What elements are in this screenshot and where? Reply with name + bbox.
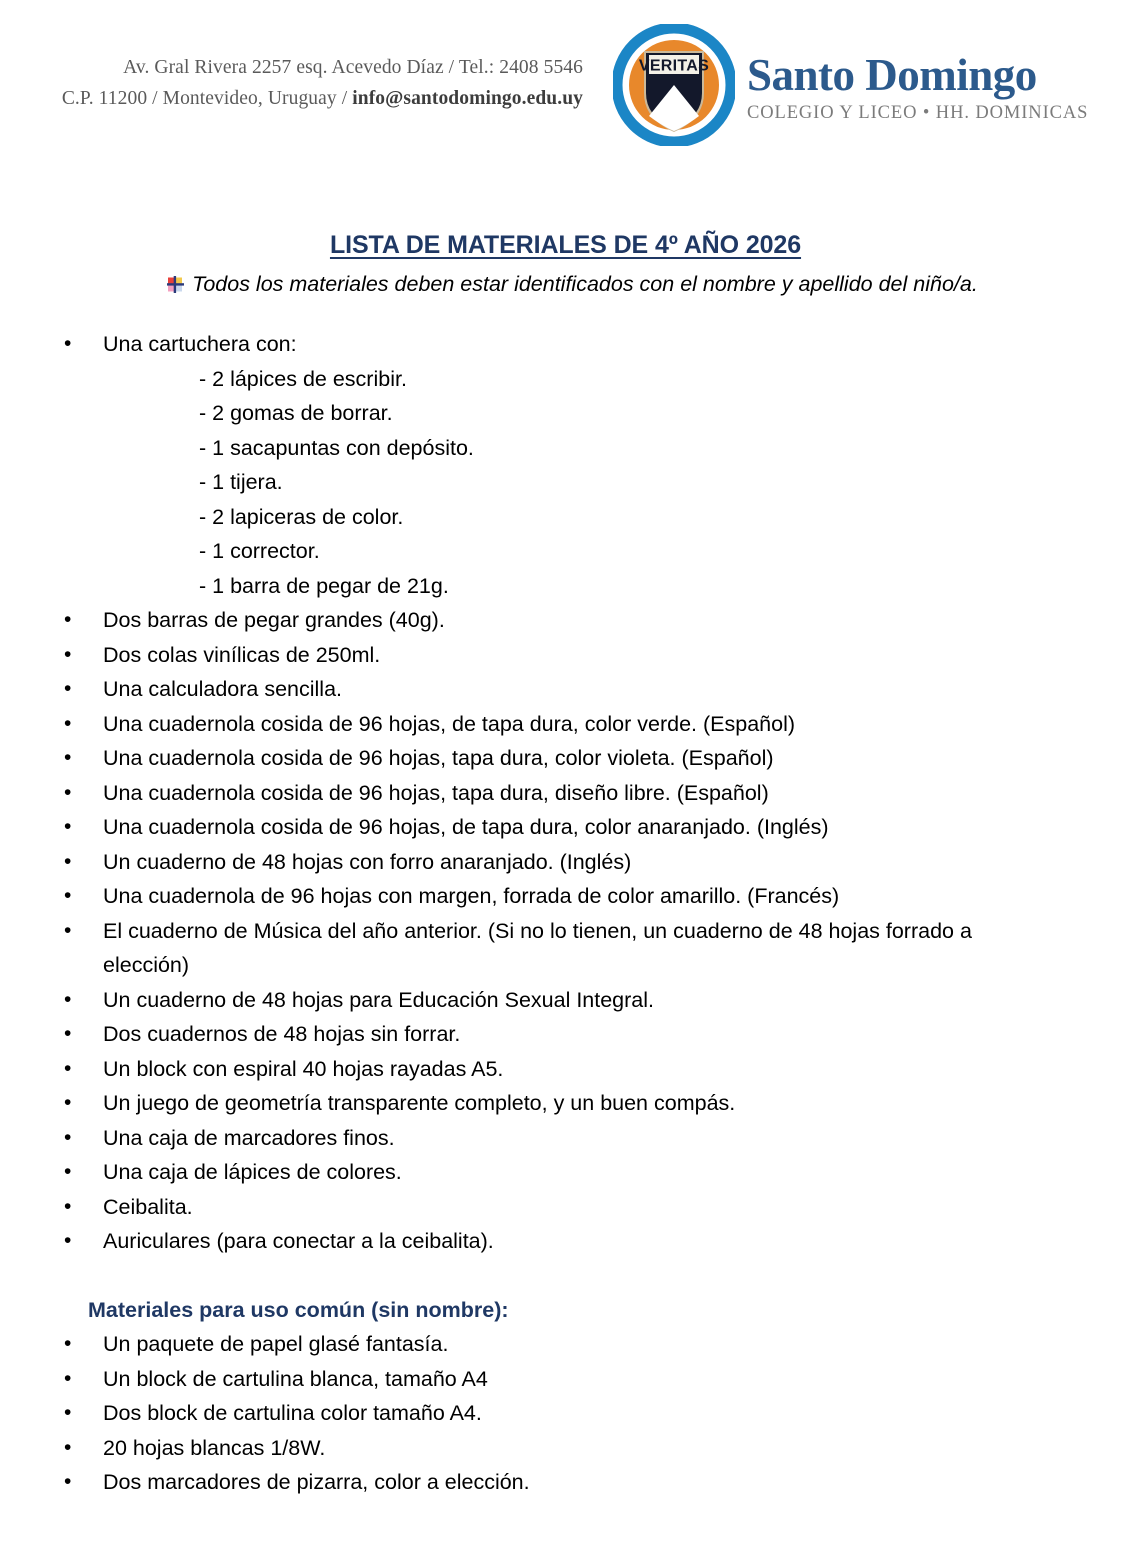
list-item	[0, 327, 1091, 362]
bullet-icon: •	[64, 1125, 72, 1149]
list-item	[0, 1017, 1091, 1052]
list-item	[0, 1121, 1091, 1156]
materials-list	[0, 327, 1131, 1500]
bullet-icon: •	[64, 1401, 72, 1424]
bullet-icon: •	[64, 642, 72, 666]
address-line-2	[0, 83, 583, 114]
bullet-icon: •	[64, 1332, 72, 1355]
list-item	[0, 1431, 1091, 1466]
subtitle-row	[0, 272, 1131, 297]
list-item	[0, 741, 1091, 776]
bullet-icon: •	[64, 746, 72, 769]
list-item	[0, 1396, 1091, 1431]
list-item-label: Un block con espiral 40 hojas rayadas A5.	[103, 1056, 504, 1081]
bullet-icon: •	[64, 815, 72, 838]
bullet-icon: •	[64, 1091, 72, 1114]
sub-list-item: - 2 gomas de borrar.	[199, 401, 393, 425]
list-item	[0, 1224, 1091, 1259]
list-item	[0, 1052, 1091, 1087]
list-item	[0, 1086, 1091, 1121]
veritas-emblem-icon	[613, 24, 735, 146]
list-item-label: Un cuaderno de 48 hojas con forro anaranjado. (Inglés)	[103, 849, 632, 874]
list-item-label: Ceibalita.	[103, 1194, 193, 1219]
subtitle-text: Todos los materiales deben estar identificados con el nombre y apellido del niño/a.	[192, 272, 978, 296]
bullet-icon: •	[64, 711, 72, 735]
document-header	[0, 0, 1131, 155]
list-item-label: Un paquete de papel glasé fantasía.	[103, 1332, 449, 1356]
list-item-label: Una cuadernola cosida de 96 hojas, de tapa dura, color verde. (Español)	[103, 711, 796, 736]
list-item-label: Un cuaderno de 48 hojas para Educación Sexual Integral.	[103, 987, 655, 1012]
list-item	[0, 1362, 1091, 1397]
list-item-label: 20 hojas blancas 1/8W.	[103, 1435, 326, 1460]
list-item-label: Una cartuchera con:	[103, 332, 297, 356]
school-logo	[613, 22, 1088, 148]
list-item	[0, 845, 1091, 880]
bullet-icon: •	[64, 677, 72, 700]
cartuchera-sublist	[0, 362, 1091, 604]
bullet-icon: •	[64, 884, 72, 907]
list-item-label: Una cuadernola de 96 hojas con margen, forrada de color amarillo. (Francés)	[103, 884, 840, 908]
list-item	[0, 707, 1091, 742]
list-item-label: Dos marcadores de pizarra, color a elección.	[103, 1470, 530, 1494]
bullet-icon: •	[64, 1435, 72, 1459]
bullet-icon: •	[64, 987, 72, 1011]
brand-subtitle: COLEGIO Y LICEO • HH. DOMINICAS	[747, 102, 1089, 123]
bullet-icon: •	[64, 1229, 72, 1252]
list-item-label: Auriculares (para conectar a la ceibalita).	[103, 1229, 494, 1253]
list-item-label: Dos colas vinílicas de 250ml.	[103, 642, 381, 667]
bullet-icon: •	[64, 918, 72, 942]
list-item	[0, 776, 1091, 811]
list-item	[0, 638, 1091, 673]
bullet-icon: •	[64, 1056, 72, 1080]
sub-list-item: - 1 corrector.	[199, 539, 320, 563]
page-title: LISTA DE MATERIALES DE 4º AÑO 2026	[329, 231, 802, 259]
bullet-icon: •	[64, 1470, 72, 1493]
list-item-label: Dos barras de pegar grandes (40g).	[103, 608, 445, 632]
list-item	[0, 1190, 1091, 1225]
address-line-1: Av. Gral Rivera 2257 esq. Acevedo Díaz / Tel.: 2408 5546	[123, 57, 583, 78]
sub-list-item: - 2 lapiceras de color.	[199, 504, 404, 529]
sub-list-item: - 1 tijera.	[199, 470, 283, 494]
sub-list-item: - 2 lápices de escribir.	[199, 366, 407, 391]
list-item-label: Una cuadernola cosida de 96 hojas, de tapa dura, color anaranjado. (Inglés)	[103, 815, 829, 839]
list-item	[0, 1155, 1091, 1190]
list-item-label: Una caja de lápices de colores.	[103, 1160, 402, 1184]
section-spacer	[0, 1259, 1091, 1293]
list-item	[0, 914, 1091, 983]
school-email: info@santodomingo.edu.uy	[352, 88, 583, 109]
bullet-icon: •	[64, 1194, 72, 1218]
list-item	[0, 603, 1091, 638]
list-item-label: El cuaderno de Música del año anterior. (Si no lo tienen, un cuaderno de 48 hojas forrado a elección)	[103, 918, 972, 977]
bullet-icon: •	[64, 1366, 72, 1390]
brand-name: Santo Domingo	[747, 49, 1037, 100]
sub-list-item: - 1 barra de pegar de 21g.	[199, 573, 449, 598]
bullet-icon: •	[64, 849, 72, 873]
list-item-label: Un block de cartulina blanca, tamaño A4	[103, 1366, 488, 1391]
bullet-icon: •	[64, 1022, 72, 1045]
list-item	[0, 672, 1091, 707]
bullet-icon: •	[64, 608, 72, 631]
list-item	[0, 810, 1091, 845]
list-item	[0, 983, 1091, 1018]
bullet-icon: •	[64, 1160, 72, 1183]
bullet-icon: •	[64, 780, 72, 804]
common-materials-heading: Materiales para uso común (sin nombre):	[88, 1297, 509, 1322]
multicolor-cross-bullet-icon	[167, 276, 184, 293]
list-item-label: Una caja de marcadores finos.	[103, 1125, 395, 1150]
address-line-2-text: C.P. 11200 / Montevideo, Uruguay /	[61, 88, 353, 109]
list-item	[0, 1327, 1091, 1362]
list-item	[0, 1465, 1091, 1500]
sub-list-item: - 1 sacapuntas con depósito.	[199, 435, 474, 460]
svg-text:VERITAS: VERITAS	[638, 57, 710, 75]
list-item-label: Un juego de geometría transparente completo, y un buen compás.	[103, 1091, 736, 1115]
list-item-label: Una calculadora sencilla.	[103, 677, 343, 701]
list-item-label: Dos cuadernos de 48 hojas sin forrar.	[103, 1022, 461, 1046]
list-item-label: Una cuadernola cosida de 96 hojas, tapa dura, color violeta. (Español)	[103, 746, 774, 770]
list-item	[0, 879, 1091, 914]
list-item-label: Dos block de cartulina color tamaño A4.	[103, 1401, 482, 1425]
school-address-block	[0, 52, 583, 114]
list-item-label: Una cuadernola cosida de 96 hojas, tapa dura, diseño libre. (Español)	[103, 780, 769, 805]
brand-wordmark	[747, 46, 1088, 125]
bullet-icon: •	[64, 332, 72, 355]
